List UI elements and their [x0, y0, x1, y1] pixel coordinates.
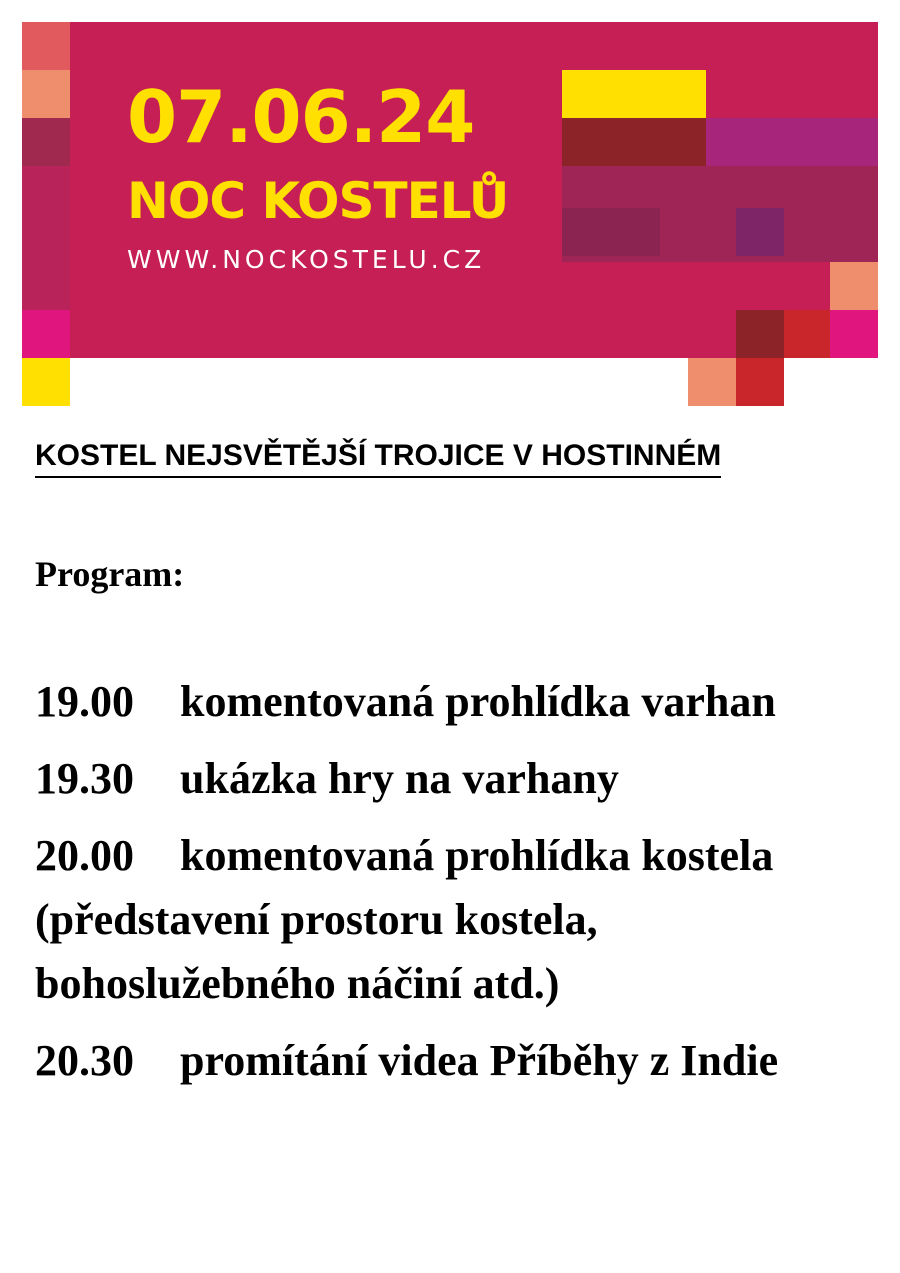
event-banner	[22, 22, 878, 406]
program-item	[35, 747, 885, 811]
banner-tile	[706, 118, 878, 166]
banner-tile	[830, 262, 878, 310]
program-time: 19.30	[35, 754, 134, 803]
program-time: 19.00	[35, 677, 134, 726]
program-note-line: (představení prostoru kostela,	[35, 895, 598, 944]
banner-tile	[22, 358, 70, 406]
banner-tile	[22, 22, 70, 70]
banner-tile	[562, 70, 706, 118]
banner-tile	[22, 310, 70, 358]
program-item	[35, 824, 885, 1016]
banner-tile	[736, 208, 784, 256]
banner-tile	[22, 166, 70, 310]
banner-tile	[562, 118, 706, 166]
program-text: ukázka hry na varhany	[180, 754, 619, 803]
banner-tile	[22, 70, 70, 118]
banner-tile	[22, 118, 70, 166]
program-label: Program:	[35, 554, 185, 594]
program-time: 20.30	[35, 1036, 134, 1085]
program-time: 20.00	[35, 831, 134, 880]
program-list	[35, 670, 885, 1106]
banner-text	[127, 77, 508, 274]
banner-title: NOC KOSTELŮ	[127, 172, 509, 230]
banner-tile	[688, 358, 736, 406]
program-item	[35, 1029, 885, 1093]
banner-date: 07.06.24	[127, 75, 475, 159]
banner-tile	[830, 310, 878, 358]
program-text: promítání videa Příběhy z Indie	[180, 1036, 779, 1085]
banner-url: WWW.NOCKOSTELU.CZ	[127, 245, 486, 274]
church-heading: KOSTEL NEJSVĚTĚJŠÍ TROJICE V HOSTINNÉM	[35, 436, 721, 478]
banner-tile	[562, 208, 660, 256]
banner-tile	[736, 358, 784, 406]
program-note-line: bohoslužebného náčiní atd.)	[35, 959, 560, 1008]
program-item	[35, 670, 885, 734]
program-text: komentovaná prohlídka varhan	[180, 677, 776, 726]
banner-tile	[736, 310, 784, 358]
banner-tile	[784, 310, 830, 358]
program-text: komentovaná prohlídka kostela	[180, 831, 774, 880]
